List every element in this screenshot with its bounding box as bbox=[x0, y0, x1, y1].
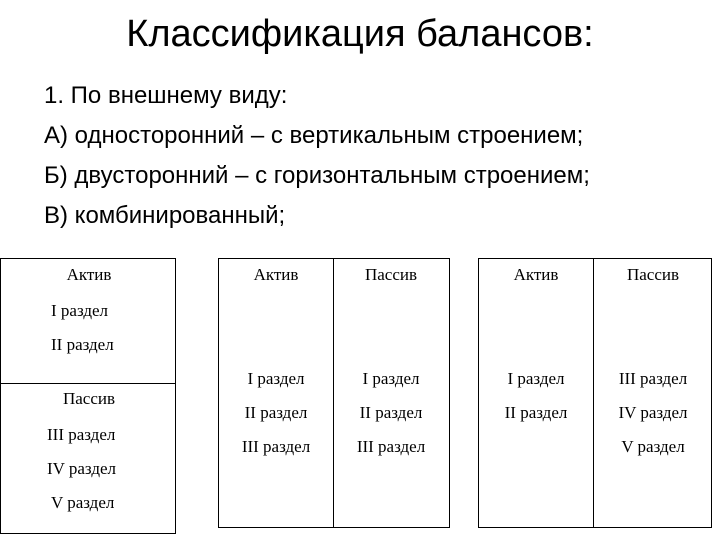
passiv-header: Пассив bbox=[62, 389, 116, 408]
section-label: I раздел bbox=[362, 369, 420, 388]
divider-line bbox=[1, 383, 175, 384]
section-label: I раздел bbox=[51, 301, 109, 320]
aktiv-header: Актив bbox=[253, 265, 299, 284]
section-label: II раздел bbox=[244, 403, 308, 422]
divider-line bbox=[593, 259, 594, 527]
slide-title: Классификация балансов: bbox=[126, 13, 594, 55]
classification-list bbox=[44, 76, 590, 236]
passiv-header: Пассив bbox=[626, 265, 680, 284]
aktiv-header: Актив bbox=[66, 265, 112, 284]
section-label: V раздел bbox=[621, 437, 685, 456]
list-item: В) комбинированный; bbox=[44, 202, 286, 229]
section-label: I раздел bbox=[247, 369, 305, 388]
section-label: III раздел bbox=[47, 425, 116, 444]
list-item: 1. По внешнему виду: bbox=[44, 82, 288, 109]
section-label: III раздел bbox=[241, 437, 311, 456]
section-label: III раздел bbox=[618, 369, 688, 388]
divider-line bbox=[333, 259, 334, 527]
section-label: II раздел bbox=[359, 403, 423, 422]
aktiv-header: Актив bbox=[513, 265, 559, 284]
section-label: IV раздел bbox=[47, 459, 117, 478]
list-item: Б) двусторонний – с горизонтальным строением; bbox=[44, 162, 590, 189]
section-label: III раздел bbox=[356, 437, 426, 456]
section-label: II раздел bbox=[504, 403, 568, 422]
one-sided-balance-diagram bbox=[0, 258, 176, 534]
section-label: V раздел bbox=[51, 493, 115, 512]
combined-balance-diagram bbox=[478, 258, 712, 528]
two-sided-balance-diagram bbox=[218, 258, 450, 528]
section-label: IV раздел bbox=[618, 403, 688, 422]
list-item: А) односторонний – с вертикальным строением; bbox=[44, 122, 584, 149]
section-label: I раздел bbox=[507, 369, 565, 388]
section-label: II раздел bbox=[51, 335, 114, 354]
passiv-header: Пассив bbox=[364, 265, 418, 284]
